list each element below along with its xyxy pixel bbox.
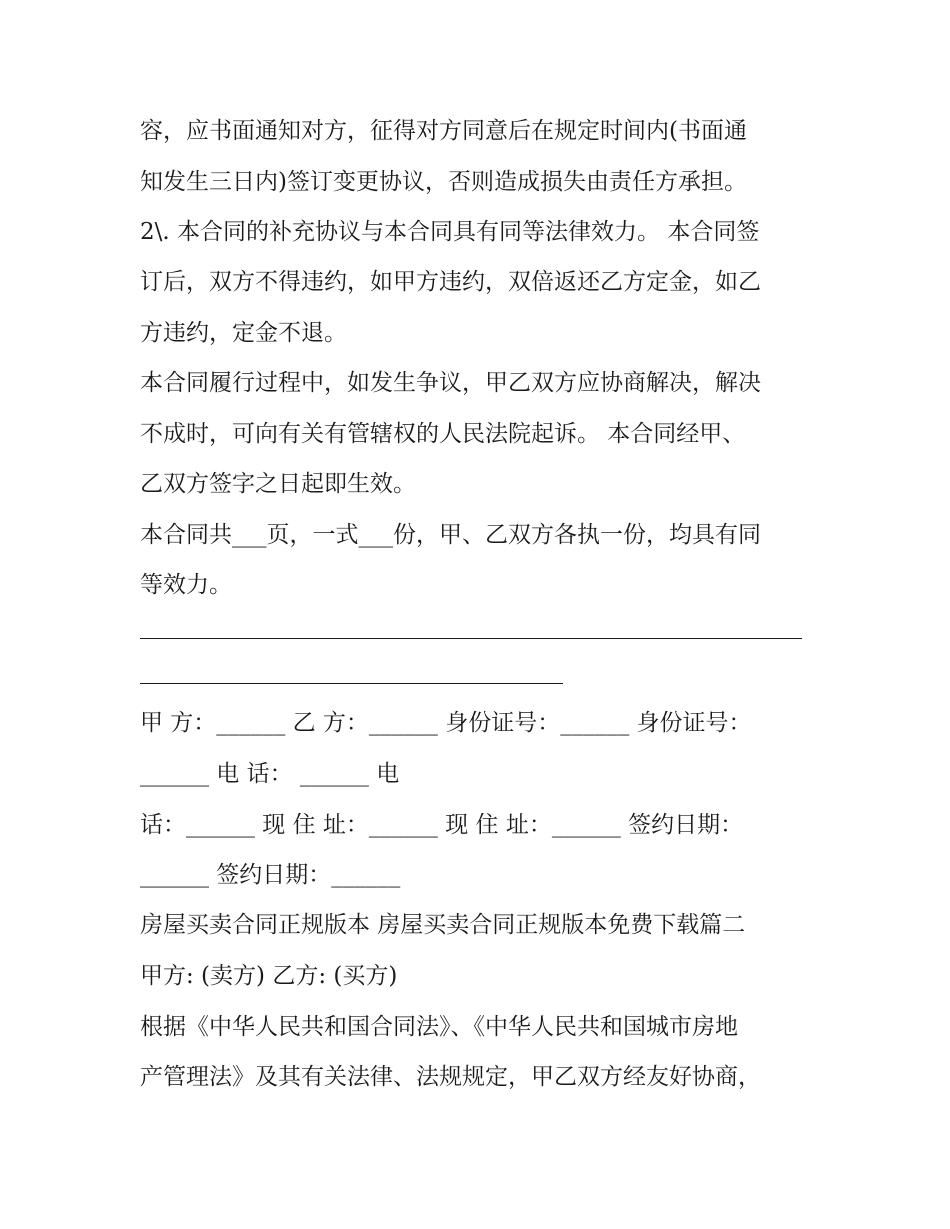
signature-line: ______ 签约日期：______ (140, 862, 401, 888)
divider-rule (140, 638, 802, 639)
signature-line: 话：______ 现 住 址：______ 现 住 址：______ 签约日期： (140, 812, 744, 838)
paragraph-line: 根据《中华人民共和国合同法》、《中华人民共和国城市房地 (140, 1014, 738, 1040)
divider-rule (140, 683, 563, 684)
paragraph-line: 乙双方签字之日起即生效。 (140, 471, 416, 497)
paragraph-line: 方违约，定金不退。 (140, 320, 347, 346)
paragraph-line: 容，应书面通知对方，征得对方同意后在规定时间内(书面通 (140, 118, 747, 144)
paragraph-line: 不成时，可向有关有管辖权的人民法院起诉。 本合同经甲、 (140, 421, 746, 447)
paragraph-line: 本合同履行过程中，如发生争议，甲乙双方应协商解决，解决 (140, 370, 761, 396)
parties-line: 甲方: (卖方) 乙方: (买方) (140, 963, 398, 989)
paragraph-line: 产管理法》及其有关法律、法规规定，甲乙双方经友好协商， (140, 1064, 761, 1090)
paragraph-line: 本合同共___页，一式___份，甲、乙双方各执一份，均具有同 (140, 522, 761, 548)
signature-line: ______ 电 话： ______ 电 (140, 761, 400, 787)
paragraph-line: 2\. 本合同的补充协议与本合同具有同等法律效力。 本合同签 (140, 219, 760, 245)
paragraph-line: 订后，双方不得违约，如甲方违约，双倍返还乙方定金，如乙 (140, 269, 761, 295)
section-heading: 房屋买卖合同正规版本 房屋买卖合同正规版本免费下载篇二 (140, 912, 746, 938)
signature-line: 甲 方：______ 乙 方：______ 身份证号：______ 身份证号： (140, 710, 752, 736)
paragraph-line: 知发生三日内)签订变更协议，否则造成损失由责任方承担。 (140, 169, 747, 195)
paragraph-line: 等效力。 (140, 572, 232, 598)
